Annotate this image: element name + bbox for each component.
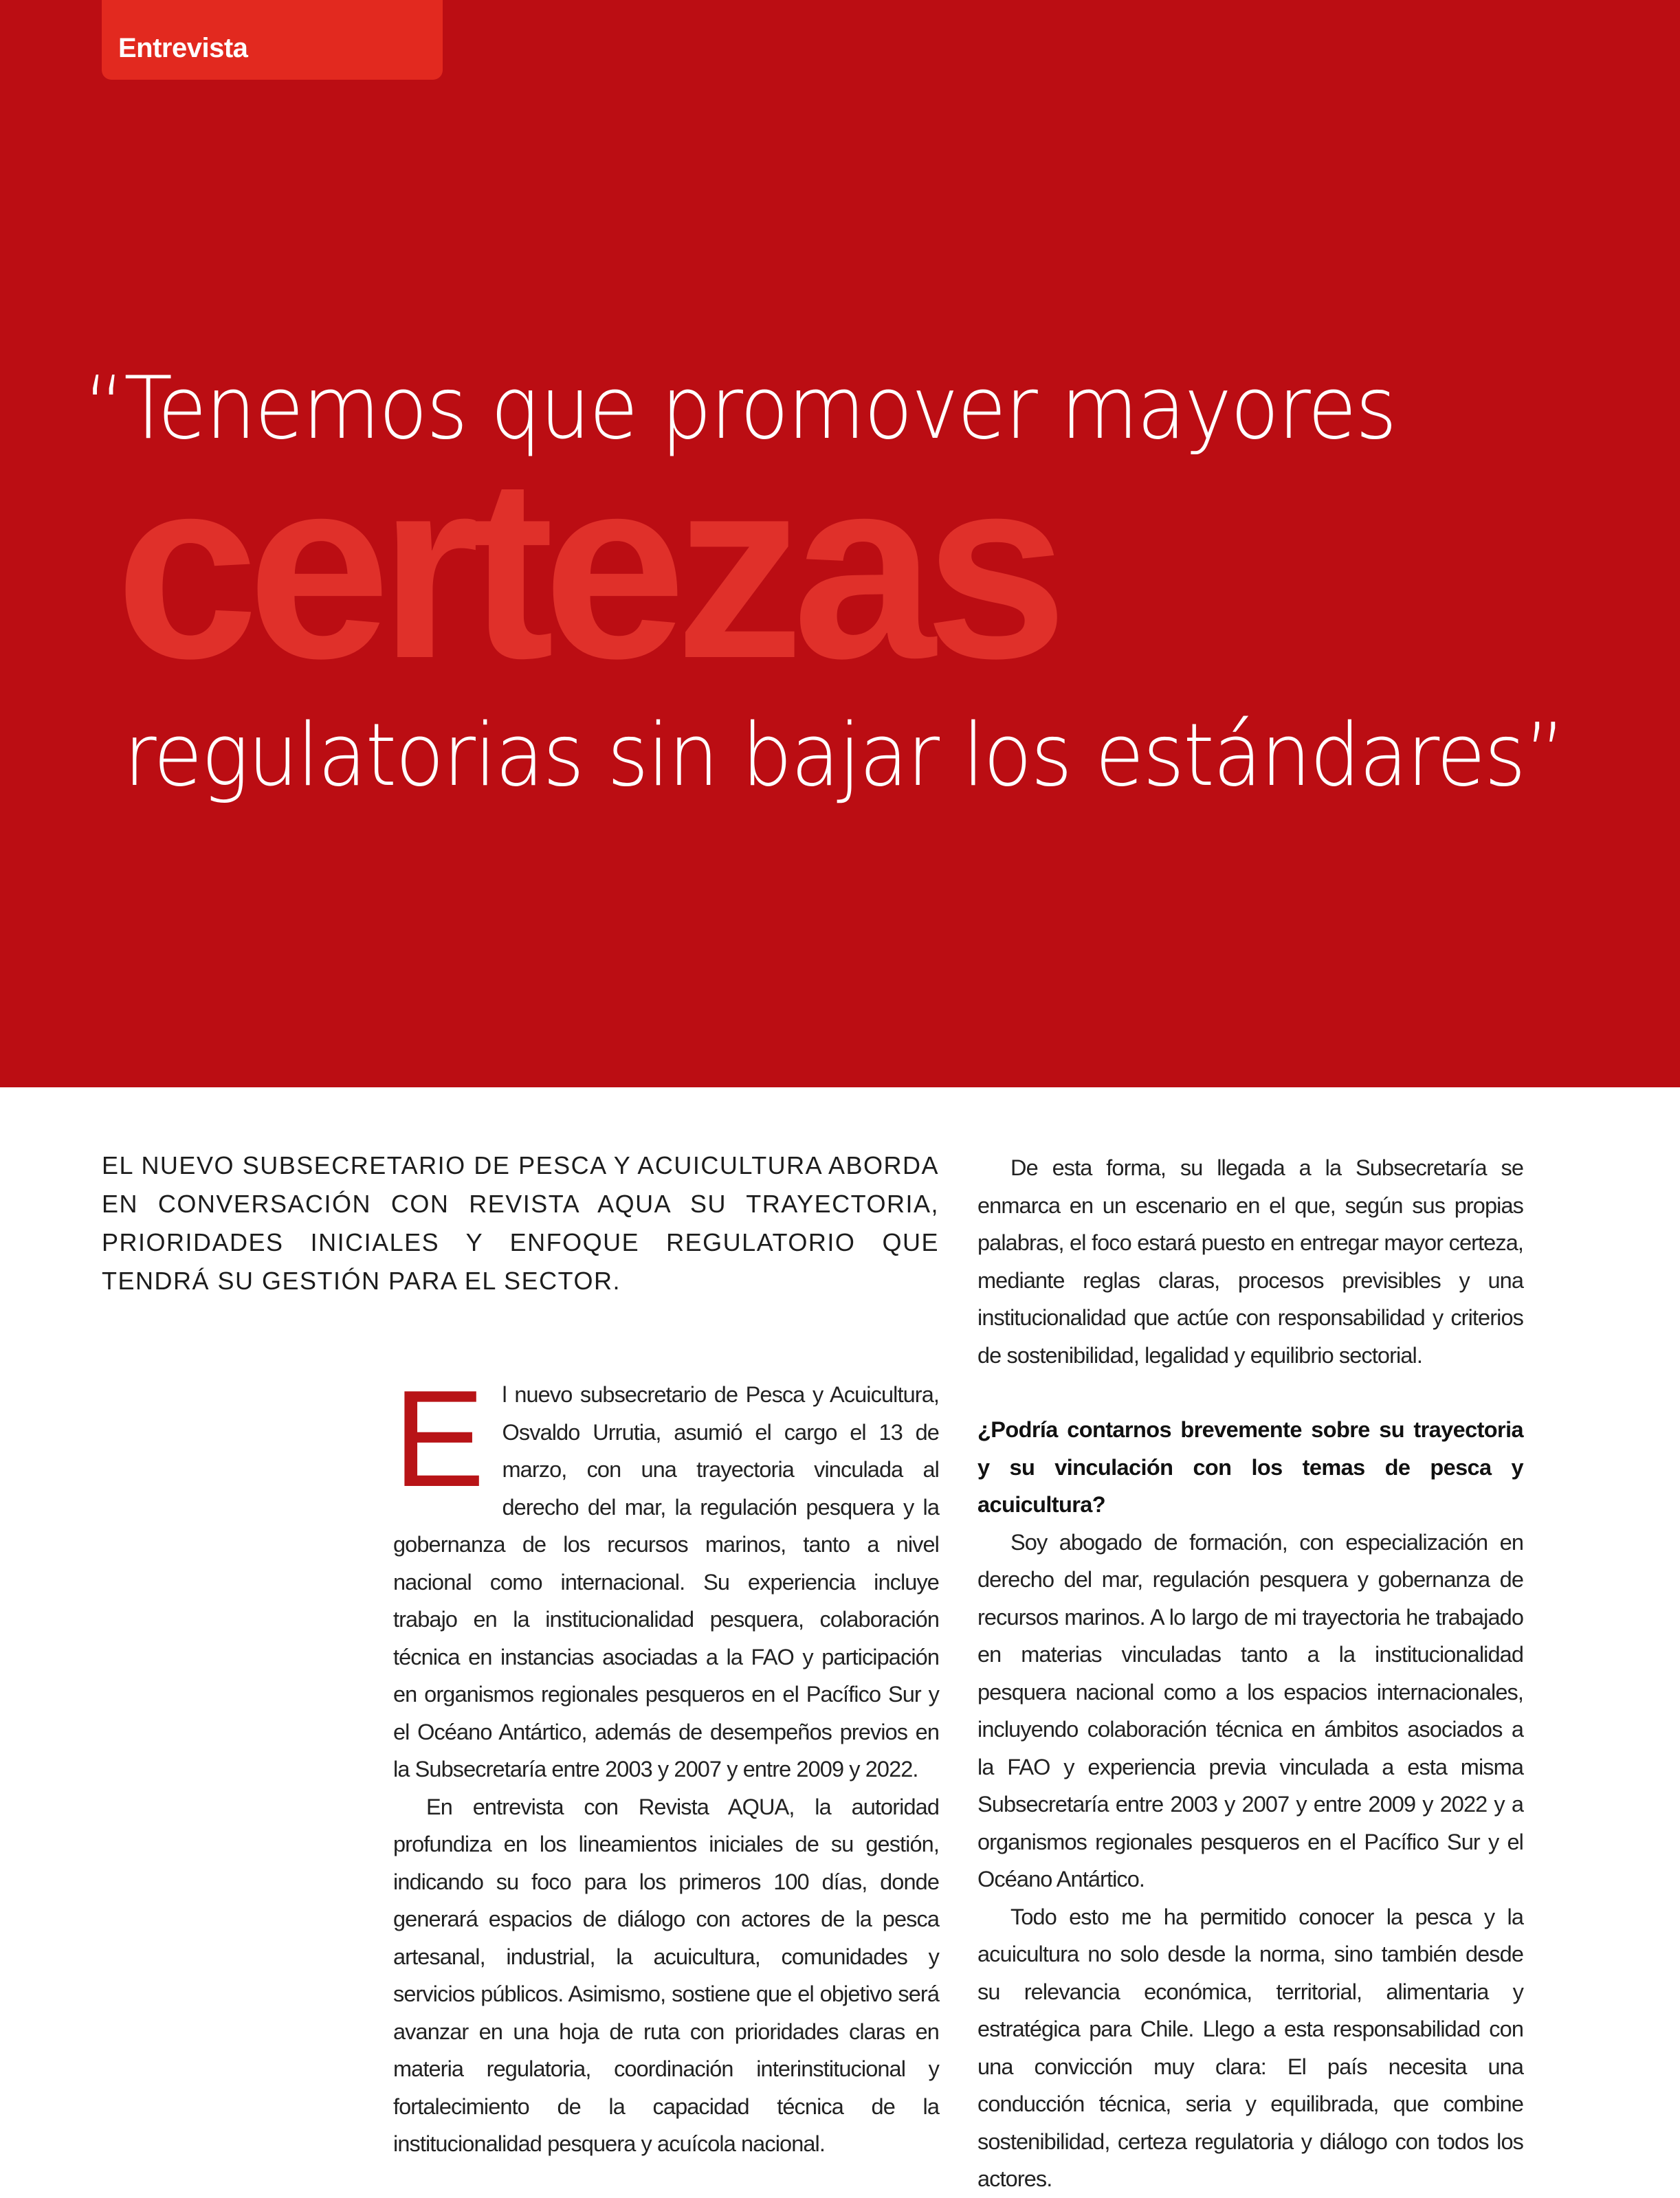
headline-line-1: “Tenemos que promover mayores	[84, 357, 1396, 458]
section-tag	[102, 0, 443, 80]
headline-highlight-word: certezas	[115, 425, 1057, 712]
answer-paragraph-1: Soy abogado de formación, con especialización en derecho del mar, regulación pesquera y gobernanza de recursos marinos. A lo largo de mi trayectoria he trabajado en materias vinculadas tanto a la institucionalidad pesquera nacional como a los espacios internacionales, incluyendo colaboración técnica en ámbitos asociados a la FAO y experiencia previa vinculada a esta misma Subsecretaría entre 2003 y 2007 y entre 2009 y 2022 y a organismos regionales pesqueros en el Pacífico Sur y el Océano Antártico.	[977, 1529, 1523, 1891]
headline-line-3: regulatorias sin bajar los estándares”	[124, 704, 1565, 806]
paragraph-1-text: l nuevo subsecretario de Pesca y Acuicultura, Osvaldo Urrutia, asumió el cargo el 13 de marzo, con una trayectoria vinculada al derecho del mar, la regulación pesquera y la gobernanza de los recursos marinos, tanto a nivel nacional como internacional. Su experiencia incluye trabajo en la institucionalidad pesquera, colaboración técnica en instancias asociadas a la FAO y participación en organismos regionales pesqueros en el Pacífico Sur y el Océano Antártico, además de desempeños previos en la Subsecretaría entre 2003 y 2007 y entre 2009 y 2022.	[393, 1382, 939, 1781]
answer-paragraph-2: Todo esto me ha permitido conocer la pesca y la acuicultura no solo desde la norma, sino también desde su relevancia económica, territorial, alimentaria y estratégica para Chile. Llego a esta responsabilidad con una convicción muy clara: El país necesita una conducción técnica, seria y equilibrada, que combine sostenibilidad, certeza regulatoria y diálogo con todos los actores.	[977, 1904, 1523, 2191]
article-paragraph-2: En entrevista con Revista AQUA, la autoridad profundiza en los lineamientos iniciales de su gestión, indicando su foco para los primeros 100 días, donde generará espacios de diálogo con actores de la pesca artesanal, industrial, la acuicultura, comunidades y servicios públicos. Asimismo, sostiene que el objetivo será avanzar en una hoja de ruta con prioridades claras en materia regulatoria, coordinación interinstitucional y fortalecimiento de la capacidad técnica de la institucionalidad pesquera y acuícola nacional.	[393, 1794, 939, 2156]
drop-cap: E	[393, 1362, 485, 1516]
hero-banner	[0, 0, 1680, 1087]
article-paragraph-1	[393, 1362, 939, 1788]
article-column-left	[393, 1362, 939, 2163]
section-label: Entrevista	[118, 33, 248, 63]
interview-question-1: ¿Podría contarnos brevemente sobre su trayectoria y su vinculación con los temas de pesca y acuicultura?	[977, 1417, 1523, 1517]
lead-paragraph: EL NUEVO SUBSECRETARIO DE PESCA Y ACUICULTURA ABORDA EN CONVERSACIÓN CON REVISTA AQUA SU TRAYECTORIA, PRIORIDADES INICIALES Y ENFOQUE REGULATORIO QUE TENDRÁ SU GESTIÓN PARA EL SECTOR.	[102, 1151, 939, 1295]
article-column-right	[977, 1149, 1523, 2198]
article-paragraph-3: De esta forma, su llegada a la Subsecretaría se enmarca en un escenario en el que, según sus propias palabras, el foco estará puesto en entregar mayor certeza, mediante reglas claras, procesos previsibles y una institucionalidad que actúe con responsabilidad y criterios de sostenibilidad, legalidad y equilibrio sectorial.	[977, 1155, 1523, 1368]
